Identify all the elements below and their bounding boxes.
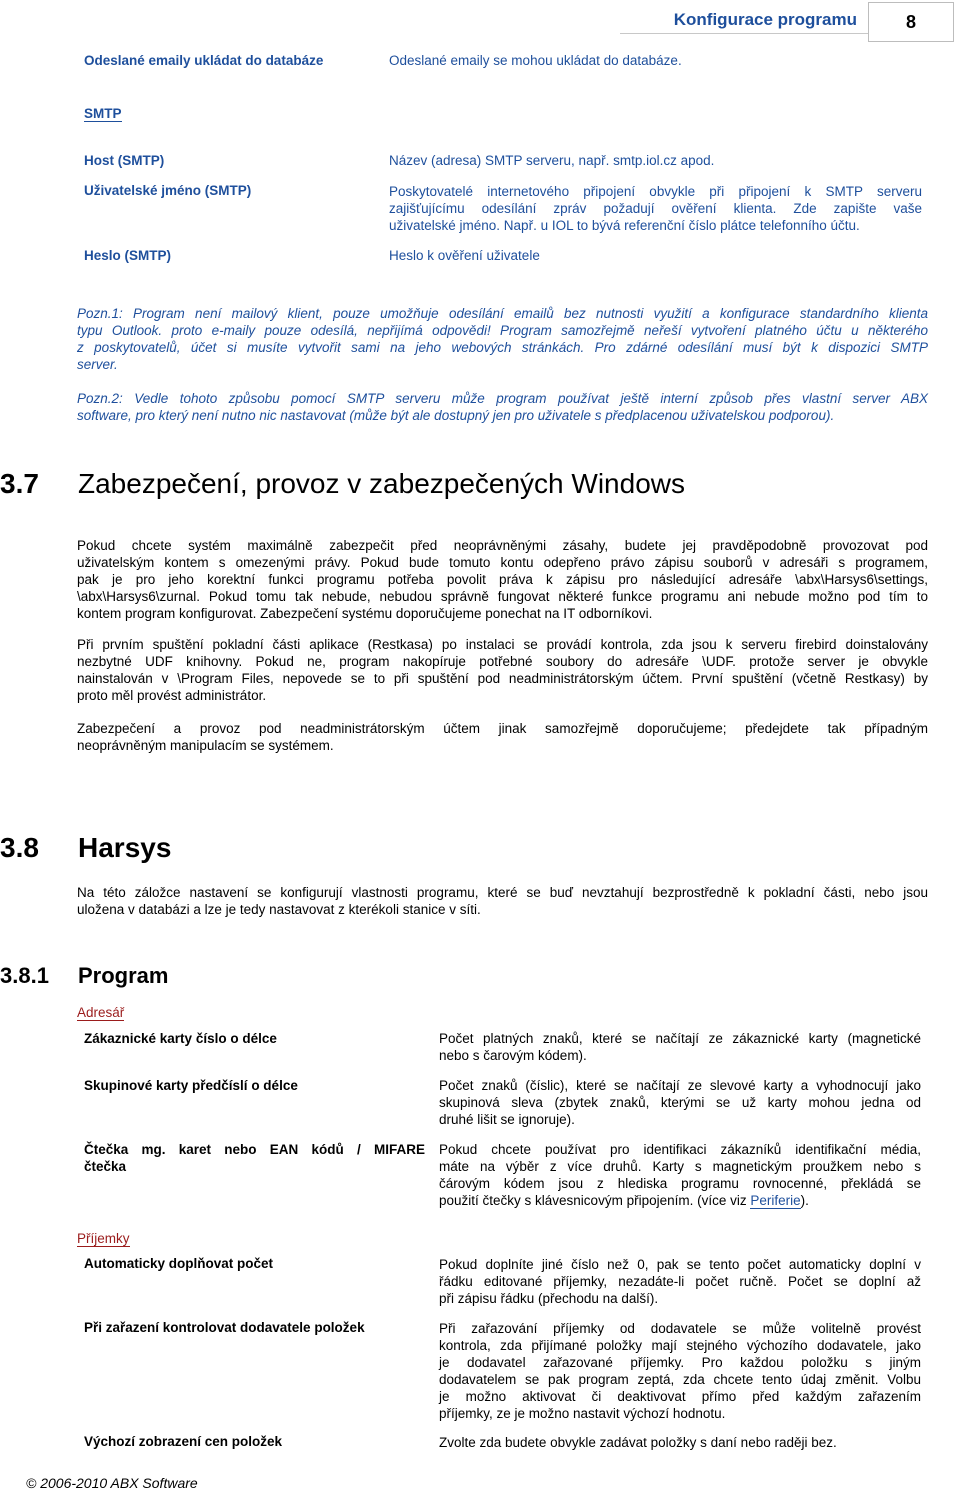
smtp-password-label: Heslo (SMTP) [84, 248, 172, 263]
setting-label: Automaticky doplňovat počet [84, 1256, 274, 1271]
text-line: je možno aktivovat či deaktivovat přímo před každým zařazením [439, 1389, 921, 1404]
text-line: server. [77, 357, 118, 372]
text-line: při zápisu řádku (přechodu na další). [439, 1291, 659, 1306]
smtp-user-desc [389, 183, 922, 234]
text-line: pak je pro jeho korektní funkci programu potřeba povolit práva k zápisu pro následující adresáře \abx\Harsys6\settings, [77, 572, 928, 587]
setting-desc [439, 1141, 921, 1209]
smtp-password-desc: Heslo k ověření uživatele [389, 248, 540, 263]
text-line: druhé lišit se ignoruje). [439, 1112, 575, 1127]
text-line: Pokud chcete používat pro identifikaci zákazníků identifikační média, [439, 1142, 921, 1157]
setting-desc [439, 1434, 921, 1451]
text-line: Zvolte zda budete obvykle zadávat položky s daní nebo raději bez. [439, 1435, 837, 1450]
email-db-label: Odeslané emaily ukládat do databáze [84, 53, 324, 68]
text-line: dodavatelem se pak program zeptá, zda chcete tento údaj změnit. Volbu [439, 1372, 921, 1387]
text-fragment: použití čtečky s klávesnicovým připojením. (více viz [439, 1193, 751, 1208]
paragraph [77, 720, 928, 754]
text-line: Počet znaků (číslic), které se načítají ze slevové karty a vyhodnocují jako [439, 1078, 921, 1093]
text-line: řádku editované příjemky, nezadáte-li počet ručně. Počet se doplní až [439, 1274, 921, 1289]
setting-desc [439, 1256, 921, 1307]
text-line: čárovým kódem jsou z hlediska programu rovnocenné, překládá se [439, 1176, 921, 1191]
text-line: software, pro který není nutno nic nastavovat (může být ale dostupný jen pro uživatele s předplacenou uživatelskou podporou). [77, 408, 835, 423]
header-divider [620, 33, 869, 34]
text-line: máte na výběr z více druhů. Karty s magnetickým proužkem nebo s [439, 1159, 921, 1174]
periferie-link[interactable]: Periferie [750, 1193, 801, 1208]
smtp-heading[interactable]: SMTP [84, 106, 122, 121]
text-line: Poskytovatelé internetového připojení obvykle při připojení k SMTP serveru [389, 184, 922, 199]
setting-desc [439, 1030, 921, 1064]
smtp-host-desc: Název (adresa) SMTP serveru, např. smtp.iol.cz apod. [389, 153, 715, 168]
text-line: Skupinové karty předčíslí o délce [84, 1078, 298, 1093]
section-title: Harsys [78, 832, 172, 863]
text-line: čtečka [84, 1159, 127, 1174]
text-line: Na této záložce nastavení se konfigurují vlastnosti programu, které se buď nevztahují bezprostředně k pokladní části, nebo jsou [77, 885, 928, 900]
email-db-desc: Odeslané emaily se mohou ukládat do databáze. [389, 53, 682, 68]
text-line: zajišťujícímu odesílání zpráv požadují ověření klienta. Zde zapište vaše [389, 201, 922, 216]
text-line: Pozn.1: Program není mailový klient, pouze umožňuje odesílání emailů bez nutnosti využití a konfigurace standardního klienta [77, 306, 928, 321]
setting-label [84, 1141, 425, 1175]
text-line: kontem program konfigurovat. Zabezpečení systému doporučujeme ponechat na IT odborníkovi. [77, 606, 653, 621]
section-number: 3.7 [0, 468, 39, 499]
setting-label: Při zařazení kontrolovat dodavatele položek [84, 1320, 365, 1335]
text-line: Počet platných znaků, které se načítají ze zákaznické karty (magnetické [439, 1031, 921, 1046]
text-line: Pokud chcete systém maximálně zabezpečit před neoprávněnými zásahy, budete jej pravděpodobně provozovat pod [77, 538, 928, 553]
text-line: Čtečka mg. karet nebo EAN kódů / MIFARE [84, 1142, 425, 1157]
setting-desc [439, 1077, 921, 1128]
text-line: Pozn.2: Vedle tohoto způsobu pomocí SMTP serveru může program používat ještě interní způsob přes vlastní server ABX [77, 391, 928, 406]
setting-label: Výchozí zobrazení cen položek [84, 1434, 283, 1449]
text-line: neoprávněným manipulacím se systémem. [77, 738, 334, 753]
section-title: Zabezpečení, provoz v zabezpečených Windows [78, 468, 685, 499]
text-line: Při prvním spuštění pokladní části aplikace (Restkasa) po instalaci se provádí kontrola, zda jsou k serveru firebird doinstalovány [77, 637, 928, 652]
text-line: kontrola, zda přijímané položky mají stejného výchozího dodavatele, jako [439, 1338, 921, 1353]
text-line: je dodavatel zařazované příjemky. Pro každou položku s jiným [439, 1355, 921, 1370]
paragraph [77, 884, 928, 918]
text-line: uživatelské jméno. Např. u IOL to bývá referenční číslo plátce telefonního účtu. [389, 218, 860, 233]
text-line [439, 1192, 921, 1209]
note-2 [77, 390, 928, 424]
text-line: Zabezpečení a provoz pod neadministrátorským účtem jinak samozřejmě doporučujeme; předejdete tak případným [77, 721, 928, 736]
text-line: Zákaznické karty číslo o délce [84, 1031, 277, 1046]
text-fragment: ). [800, 1193, 809, 1208]
smtp-host-label: Host (SMTP) [84, 153, 165, 168]
text-line: typu Outlook. proto e-maily pouze odesílá, nepřijímá odpovědi! Program samozřejmě neřeší vytvoření platného účtu u některého [77, 323, 928, 338]
subsection-title: Program [78, 963, 169, 988]
setting-label [84, 1030, 277, 1047]
text-line: nebo s čarovým kódem). [439, 1048, 587, 1063]
text-line: nainstalován v \Program Files, nepovede se to při spuštění pod neadministrátorským účtem. První spuštění (včetně Restkasy) by [77, 671, 928, 686]
header-title: Konfigurace programu [673, 10, 857, 29]
footer-copyright: © 2006-2010 ABX Software [26, 1475, 198, 1491]
text-line: z poskytovatelů, účet si musíte vytvořit sami na jeho webových stránkách. Pro zdárné odesílání musí být k dispozici SMTP [77, 340, 928, 355]
paragraph [77, 636, 928, 704]
page-number: 8 [868, 2, 954, 42]
smtp-user-label: Uživatelské jméno (SMTP) [84, 183, 252, 198]
text-line: proto měl provést administrátor. [77, 688, 267, 703]
text-line: nezbytné UDF knihovny. Pokud ne, program nakopíruje potřebné soubory do adresáře \UDF. protože server je obvykle [77, 654, 928, 669]
text-line: příjemky, ze je možno nastavit výchozí hodnotu. [439, 1406, 726, 1421]
section-number: 3.8 [0, 832, 39, 863]
prijemky-heading[interactable]: Příjemky [77, 1231, 130, 1246]
adresar-heading[interactable]: Adresář [77, 1005, 125, 1020]
paragraph [77, 537, 928, 622]
text-line: Pokud doplníte jiné číslo než 0, pak se tento počet automaticky doplní v [439, 1257, 921, 1272]
setting-label [84, 1077, 298, 1094]
subsection-number: 3.8.1 [0, 963, 49, 988]
text-line: skupinová sleva (zbytek znaků, kterými se už karty mohou jedna od [439, 1095, 921, 1110]
text-line: uživatelským kontem s omezenými právy. Pokud bude tomuto kontu odepřeno právo zápisu souborů v adresáři s programem, [77, 555, 928, 570]
text-line: Při zařazování příjemky od dodavatele se může volitelně provést [439, 1321, 921, 1336]
setting-desc [439, 1320, 921, 1422]
text-line: uložena v databázi a lze je tedy nastavovat z kterékoli stanice v síti. [77, 902, 481, 917]
text-line: \abx\Harsys6\zurnal. Pokud tomu tak nebude, nebudou správně fungovat některé funkce programu ani nebude možno pod tím to [77, 589, 928, 604]
note-1 [77, 305, 928, 373]
